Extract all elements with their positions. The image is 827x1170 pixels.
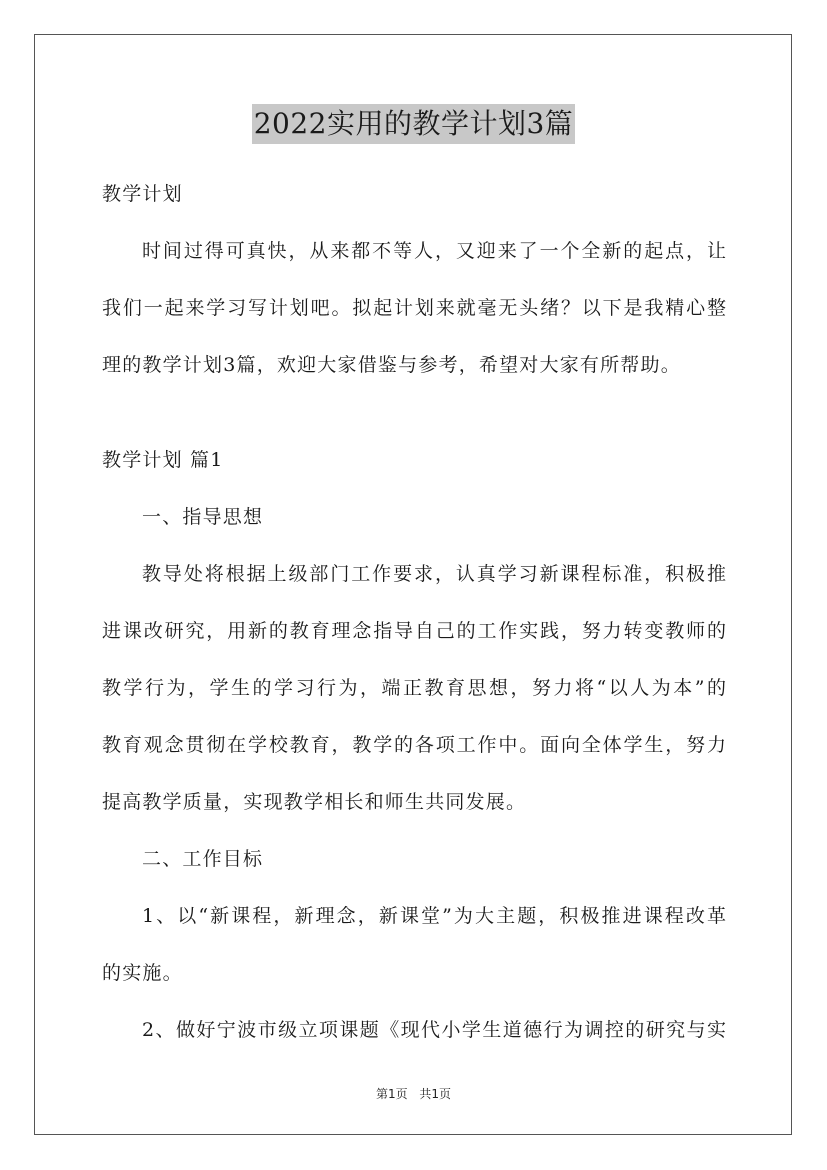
footer-page-number: 第1页 xyxy=(375,1087,408,1101)
page-footer xyxy=(0,1085,827,1102)
section-2-title: 二、工作目标 xyxy=(142,848,264,870)
section-1-line-3: 教学行为，学生的学习行为，端正教育思想，努力将“以人为本”的 xyxy=(102,677,726,699)
item-1-line-1: 1、以“新课程，新理念，新课堂”为大主题，积极推进课程改革 xyxy=(142,905,726,927)
item-1 xyxy=(102,898,726,992)
document-body xyxy=(102,176,726,1049)
section-1-title: 一、指导思想 xyxy=(142,506,264,528)
intro-line-2: 我们一起来学习写计划吧。拟起计划来就毫无头绪？以下是我精心整 xyxy=(102,297,726,319)
heading-teaching-plan: 教学计划 xyxy=(102,183,183,205)
section-1-line-5: 提高教学质量，实现教学相长和师生共同发展。 xyxy=(102,791,527,813)
section-1-line-1: 教导处将根据上级部门工作要求，认真学习新课程标准，积极推 xyxy=(142,563,726,585)
title-container xyxy=(0,104,827,144)
item-1-line-2: 的实施。 xyxy=(102,962,183,984)
section-1-line-4: 教育观念贯彻在学校教育，教学的各项工作中。面向全体学生，努力 xyxy=(102,734,726,756)
section-1-body xyxy=(102,556,726,821)
section-1-line-2: 进课改研究，用新的教育理念指导自己的工作实践，努力转变教师的 xyxy=(102,620,726,642)
intro-line-1: 时间过得可真快，从来都不等人，又迎来了一个全新的起点，让 xyxy=(142,240,726,262)
intro-paragraph xyxy=(102,233,726,384)
item-2 xyxy=(102,1012,726,1049)
document-title: 2022实用的教学计划3篇 xyxy=(252,104,576,144)
intro-line-3: 理的教学计划3篇，欢迎大家借鉴与参考，希望对大家有所帮助。 xyxy=(102,354,681,376)
heading-plan-part-1: 教学计划 篇1 xyxy=(102,449,224,471)
item-2-line-1: 2、做好宁波市级立项课题《现代小学生道德行为调控的研究与实 xyxy=(142,1019,726,1041)
footer-total-pages: 共1页 xyxy=(419,1087,452,1101)
